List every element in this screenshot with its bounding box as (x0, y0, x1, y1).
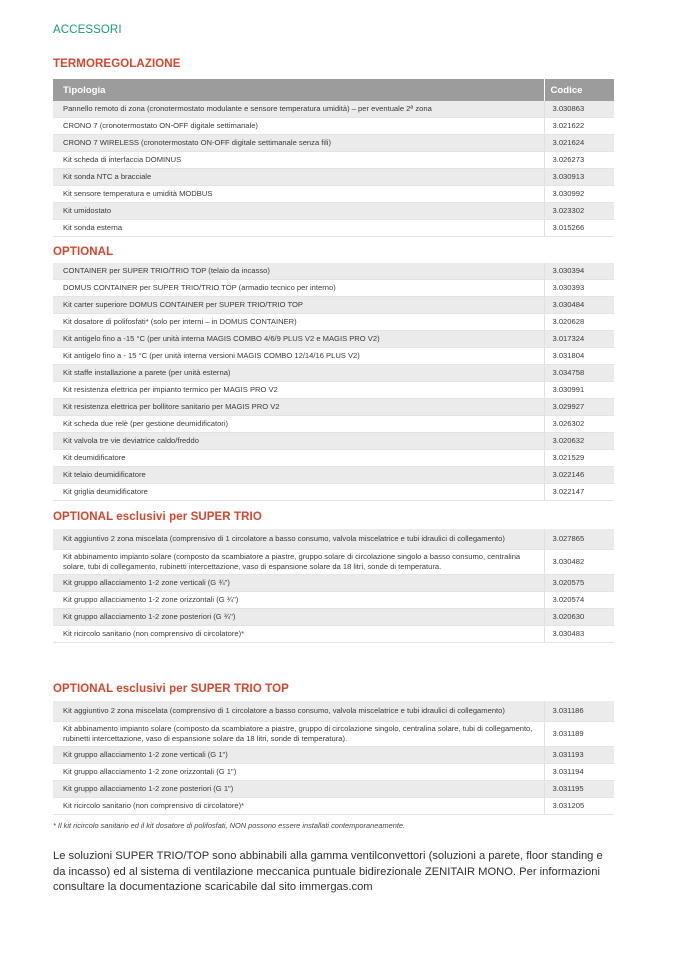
item-code: 3.030482 (544, 550, 614, 575)
item-type: Kit telaio deumidificatore (53, 467, 544, 484)
item-type: Kit ricircolo sanitario (non comprensivo di circolatore)* (53, 626, 544, 643)
column-header-codice: Codice (544, 79, 614, 101)
item-type: Kit griglia deumidificatore (53, 484, 544, 501)
table-row (53, 382, 614, 399)
super-trio-top-table (53, 701, 614, 815)
table-row (53, 101, 614, 118)
column-header-tipologia: Tipologia (53, 79, 544, 101)
table-row (53, 626, 614, 643)
item-code: 3.031189 (544, 722, 614, 747)
item-type: Kit sensore temperatura e umidità MODBUS (53, 186, 544, 203)
table-row (53, 467, 614, 484)
item-type: Kit antigelo fino a -15 °C (per unità interna MAGIS COMBO 4/6/9 PLUS V2 e MAGIS PRO V2) (53, 331, 544, 348)
item-code: 3.031804 (544, 348, 614, 365)
item-type: Kit gruppo allacciamento 1-2 zone verticali (G ¾") (53, 575, 544, 592)
table-row (53, 416, 614, 433)
table-row (53, 220, 614, 237)
table-row (53, 484, 614, 501)
item-type: Kit sonda NTC a bracciale (53, 169, 544, 186)
item-code: 3.030483 (544, 626, 614, 643)
item-code: 3.031193 (544, 747, 614, 764)
section-title-optional: OPTIONAL (53, 246, 114, 258)
table-row (53, 529, 614, 550)
item-type: Kit gruppo allacciamento 1-2 zone orizzontali (G 1") (53, 764, 544, 781)
table-row (53, 263, 614, 280)
item-type: DOMUS CONTAINER per SUPER TRIO/TRIO TOP (armadio tecnico per interno) (53, 280, 544, 297)
item-code: 3.020574 (544, 592, 614, 609)
item-type: Kit valvola tre vie deviatrice caldo/freddo (53, 433, 544, 450)
item-type: CRONO 7 (cronotermostato ON-OFF digitale settimanale) (53, 118, 544, 135)
item-code: 3.020632 (544, 433, 614, 450)
item-code: 3.030394 (544, 263, 614, 280)
table-row (53, 186, 614, 203)
table-row (53, 609, 614, 626)
item-type: Kit dosatore di polifosfati* (solo per interni – in DOMUS CONTAINER) (53, 314, 544, 331)
table-row (53, 365, 614, 382)
item-type: Kit gruppo allacciamento 1-2 zone posteriori (G 1") (53, 781, 544, 798)
table-row (53, 450, 614, 467)
table-row (53, 280, 614, 297)
item-type: Kit resistenza elettrica per bollitore sanitario per MAGIS PRO V2 (53, 399, 544, 416)
item-type: Kit antigelo fino a - 15 °C (per unità interna versioni MAGIS COMBO 12/14/16 PLUS V2) (53, 348, 544, 365)
item-type: Kit scheda due relè (per gestione deumidificatori) (53, 416, 544, 433)
item-type: CRONO 7 WIRELESS (cronotermostato ON-OFF digitale settimanale senza fili) (53, 135, 544, 152)
item-code: 3.020575 (544, 575, 614, 592)
table-row (53, 781, 614, 798)
section-title-super-trio: OPTIONAL esclusivi per SUPER TRIO (53, 511, 262, 523)
item-type: CONTAINER per SUPER TRIO/TRIO TOP (telaio da incasso) (53, 263, 544, 280)
table-row (53, 399, 614, 416)
item-code: 3.030484 (544, 297, 614, 314)
table-row (53, 203, 614, 220)
termoregolazione-table (53, 79, 614, 237)
item-code: 3.031195 (544, 781, 614, 798)
item-code: 3.021529 (544, 450, 614, 467)
item-code: 3.034758 (544, 365, 614, 382)
item-type: Pannello remoto di zona (cronotermostato modulante e sensore temperatura umidità) – per eventuale 2ª zona (53, 101, 544, 118)
item-code: 3.027865 (544, 529, 614, 550)
section-title-termoregolazione: TERMOREGOLAZIONE (53, 58, 181, 70)
optional-table (53, 263, 614, 501)
page-title: ACCESSORI (53, 24, 122, 36)
table-row (53, 764, 614, 781)
section-title-super-trio-top: OPTIONAL esclusivi per SUPER TRIO TOP (53, 683, 289, 695)
item-type: Kit resistenza elettrica per impianto termico per MAGIS PRO V2 (53, 382, 544, 399)
item-type: Kit scheda di interfaccia DOMINUS (53, 152, 544, 169)
item-type: Kit ricircolo sanitario (non comprensivo di circolatore)* (53, 798, 544, 815)
item-type: Kit gruppo allacciamento 1-2 zone verticali (G 1") (53, 747, 544, 764)
item-code: 3.029927 (544, 399, 614, 416)
item-code: 3.023302 (544, 203, 614, 220)
item-code: 3.026273 (544, 152, 614, 169)
table-row (53, 433, 614, 450)
table-row (53, 169, 614, 186)
item-type: Kit deumidificatore (53, 450, 544, 467)
table-row (53, 575, 614, 592)
item-code: 3.030991 (544, 382, 614, 399)
item-type: Kit aggiuntivo 2 zona miscelata (comprensivo di 1 circolatore a basso consumo, valvola miscelatrice e tubi idraulici di collegamento) (53, 701, 544, 722)
item-code: 3.026302 (544, 416, 614, 433)
table-row (53, 722, 614, 747)
table-row (53, 747, 614, 764)
item-code: 3.031186 (544, 701, 614, 722)
item-type: Kit gruppo allacciamento 1-2 zone orizzontali (G ¾") (53, 592, 544, 609)
item-code: 3.020630 (544, 609, 614, 626)
item-code: 3.031205 (544, 798, 614, 815)
item-type: Kit staffe installazione a parete (per unità esterna) (53, 365, 544, 382)
item-code: 3.015266 (544, 220, 614, 237)
closing-paragraph: Le soluzioni SUPER TRIO/TOP sono abbinabili alla gamma ventilconvettori (soluzioni a parete, floor standing e da incasso) ed al sistema di ventilazione meccanica puntuale bidirezionale ZENITAIR MONO. Per informazioni consultare la documentazione scaricabile dal sito immergas.com (53, 850, 603, 893)
table-header-row (53, 79, 614, 101)
item-code: 3.017324 (544, 331, 614, 348)
table-row (53, 592, 614, 609)
table-row (53, 314, 614, 331)
item-code: 3.021624 (544, 135, 614, 152)
table-row (53, 348, 614, 365)
item-type: Kit umidostato (53, 203, 544, 220)
super-trio-table (53, 529, 614, 643)
table-row (53, 701, 614, 722)
item-type: Kit abbinamento impianto solare (composto da scambiatore a piastre, gruppo solare di circolazione singolo a basso consumo, centralina solare, tubi di collegamento, rubinetti intercettazione, vaso di espansione solare da 18 litri, sonde di temperatura. (53, 550, 544, 575)
item-code: 3.030913 (544, 169, 614, 186)
item-type: Kit aggiuntivo 2 zona miscelata (comprensivo di 1 circolatore a basso consumo, valvola miscelatrice e tubi idraulici di collegamento) (53, 529, 544, 550)
table-row (53, 297, 614, 314)
footnote: * Il kit ricircolo sanitario ed il kit dosatore di polifosfati, NON possono essere installati contemporaneamente. (53, 821, 406, 830)
item-code: 3.031194 (544, 764, 614, 781)
item-code: 3.022146 (544, 467, 614, 484)
table-row (53, 331, 614, 348)
item-type: Kit sonda esterna (53, 220, 544, 237)
item-code: 3.020628 (544, 314, 614, 331)
item-code: 3.030393 (544, 280, 614, 297)
item-code: 3.021622 (544, 118, 614, 135)
item-code: 3.030863 (544, 101, 614, 118)
table-row (53, 550, 614, 575)
item-code: 3.030992 (544, 186, 614, 203)
item-type: Kit gruppo allacciamento 1-2 zone posteriori (G ¾") (53, 609, 544, 626)
item-type: Kit carter superiore DOMUS CONTAINER per SUPER TRIO/TRIO TOP (53, 297, 544, 314)
table-row (53, 135, 614, 152)
table-row (53, 798, 614, 815)
item-code: 3.022147 (544, 484, 614, 501)
item-type: Kit abbinamento impianto solare (composto da scambiatore a piastre, gruppo di circolazione singolo, centralina solare, tubi di collegamento, rubinetti intercettazione, vaso di espansione solare da 18 litri, sonde di temperatura). (53, 722, 544, 747)
table-row (53, 118, 614, 135)
table-row (53, 152, 614, 169)
